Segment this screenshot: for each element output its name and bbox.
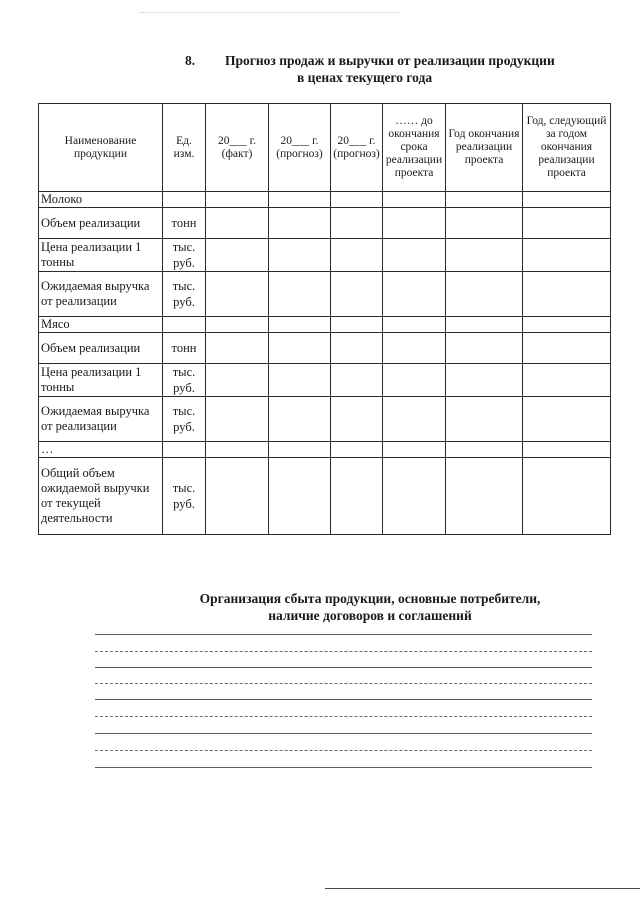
table-header-row bbox=[39, 104, 611, 192]
row-name: … bbox=[39, 442, 163, 458]
table-cell bbox=[269, 442, 331, 458]
ruled-line bbox=[95, 634, 592, 635]
table-cell bbox=[523, 208, 611, 239]
table-cell bbox=[269, 397, 331, 442]
row-unit bbox=[163, 442, 206, 458]
header-project-end-year: Год окончания реализации проекта bbox=[446, 104, 523, 192]
table-cell bbox=[206, 333, 269, 364]
page-bottom-line bbox=[325, 888, 640, 889]
table-cell bbox=[383, 208, 446, 239]
sales-forecast-table bbox=[38, 103, 611, 535]
table-cell bbox=[523, 239, 611, 272]
header-year-after-end: Год, следующий за годом окончания реализации проекта bbox=[523, 104, 611, 192]
subheading-line1: Организация сбыта продукции, основные потребители, bbox=[199, 591, 541, 606]
row-name: Цена реализации 1 тонны bbox=[39, 239, 163, 272]
table-cell bbox=[383, 317, 446, 333]
table-cell bbox=[446, 192, 523, 208]
ruled-line bbox=[95, 699, 592, 700]
header-until-project-end: …… до окончания срока реализации проекта bbox=[383, 104, 446, 192]
table-row bbox=[39, 458, 611, 535]
table-cell bbox=[446, 208, 523, 239]
table-cell bbox=[331, 364, 383, 397]
table-row bbox=[39, 208, 611, 239]
table-cell bbox=[383, 442, 446, 458]
row-unit: тонн bbox=[163, 333, 206, 364]
table-row bbox=[39, 272, 611, 317]
table-cell bbox=[523, 333, 611, 364]
table-row bbox=[39, 317, 611, 333]
row-unit: тонн bbox=[163, 208, 206, 239]
row-name: Объем реализации bbox=[39, 333, 163, 364]
table-cell bbox=[383, 364, 446, 397]
row-name: Объем реализации bbox=[39, 208, 163, 239]
table-cell bbox=[446, 458, 523, 535]
section-title-line1: Прогноз продаж и выручки от реализации продукции bbox=[225, 53, 555, 68]
header-unit: Ед. изм. bbox=[163, 104, 206, 192]
table-cell bbox=[206, 317, 269, 333]
table-cell bbox=[446, 442, 523, 458]
table-row bbox=[39, 239, 611, 272]
table-row bbox=[39, 442, 611, 458]
row-name: Ожидаемая выручка от реализации bbox=[39, 272, 163, 317]
table-cell bbox=[523, 442, 611, 458]
row-name: Общий объем ожидаемой выручки от текущей деятельности bbox=[39, 458, 163, 535]
table-cell bbox=[206, 239, 269, 272]
table-cell bbox=[331, 442, 383, 458]
table-cell bbox=[383, 333, 446, 364]
table-cell bbox=[446, 333, 523, 364]
scan-artifact bbox=[140, 12, 400, 17]
table-cell bbox=[206, 364, 269, 397]
table-cell bbox=[269, 317, 331, 333]
ruled-line bbox=[95, 767, 592, 768]
table-cell bbox=[523, 397, 611, 442]
table-cell bbox=[446, 364, 523, 397]
table-row bbox=[39, 333, 611, 364]
ruled-line bbox=[95, 667, 592, 668]
table-cell bbox=[269, 272, 331, 317]
table-cell bbox=[523, 317, 611, 333]
table-cell bbox=[446, 397, 523, 442]
row-name: Цена реализации 1 тонны bbox=[39, 364, 163, 397]
table-cell bbox=[331, 333, 383, 364]
table-cell bbox=[206, 442, 269, 458]
table-cell bbox=[269, 333, 331, 364]
section-title-line2: в ценах текущего года bbox=[297, 70, 433, 85]
table-cell bbox=[269, 458, 331, 535]
row-unit bbox=[163, 317, 206, 333]
row-unit: тыс. руб. bbox=[163, 364, 206, 397]
row-unit: тыс. руб. bbox=[163, 458, 206, 535]
table-row bbox=[39, 397, 611, 442]
table-cell bbox=[331, 458, 383, 535]
row-unit bbox=[163, 192, 206, 208]
table-cell bbox=[523, 272, 611, 317]
ruled-line bbox=[95, 716, 592, 717]
table-cell bbox=[206, 208, 269, 239]
table-cell bbox=[331, 272, 383, 317]
table-cell bbox=[206, 458, 269, 535]
ruled-line bbox=[95, 750, 592, 751]
row-name: Ожидаемая выручка от реализации bbox=[39, 397, 163, 442]
table-cell bbox=[383, 397, 446, 442]
ruled-line bbox=[95, 651, 592, 652]
table-cell bbox=[383, 192, 446, 208]
table-cell bbox=[206, 272, 269, 317]
ruled-line bbox=[95, 683, 592, 684]
table-cell bbox=[331, 208, 383, 239]
row-unit: тыс. руб. bbox=[163, 239, 206, 272]
header-year-fact: 20___ г. (факт) bbox=[206, 104, 269, 192]
table-row bbox=[39, 192, 611, 208]
ruled-line bbox=[95, 733, 592, 734]
table-cell bbox=[446, 272, 523, 317]
table-cell bbox=[383, 272, 446, 317]
row-name: Мясо bbox=[39, 317, 163, 333]
table-cell bbox=[269, 364, 331, 397]
table-cell bbox=[206, 397, 269, 442]
table-cell bbox=[331, 317, 383, 333]
table-cell bbox=[269, 192, 331, 208]
header-product-name: Наименование продукции bbox=[39, 104, 163, 192]
table-cell bbox=[446, 239, 523, 272]
table-cell bbox=[523, 192, 611, 208]
sales-organization-heading bbox=[130, 590, 610, 624]
row-unit: тыс. руб. bbox=[163, 397, 206, 442]
table-cell bbox=[269, 208, 331, 239]
table-row bbox=[39, 364, 611, 397]
table-cell bbox=[383, 458, 446, 535]
table-cell bbox=[331, 192, 383, 208]
table-cell bbox=[383, 239, 446, 272]
section-number: 8. bbox=[185, 53, 196, 68]
row-name: Молоко bbox=[39, 192, 163, 208]
row-unit: тыс. руб. bbox=[163, 272, 206, 317]
table-cell bbox=[331, 397, 383, 442]
subheading-line2: наличие договоров и соглашений bbox=[268, 608, 472, 623]
header-year-forecast-2: 20___ г. (прогноз) bbox=[331, 104, 383, 192]
header-year-forecast-1: 20___ г. (прогноз) bbox=[269, 104, 331, 192]
table-cell bbox=[446, 317, 523, 333]
table-cell bbox=[269, 239, 331, 272]
table-cell bbox=[206, 192, 269, 208]
table-cell bbox=[523, 458, 611, 535]
table-cell bbox=[523, 364, 611, 397]
table-cell bbox=[331, 239, 383, 272]
